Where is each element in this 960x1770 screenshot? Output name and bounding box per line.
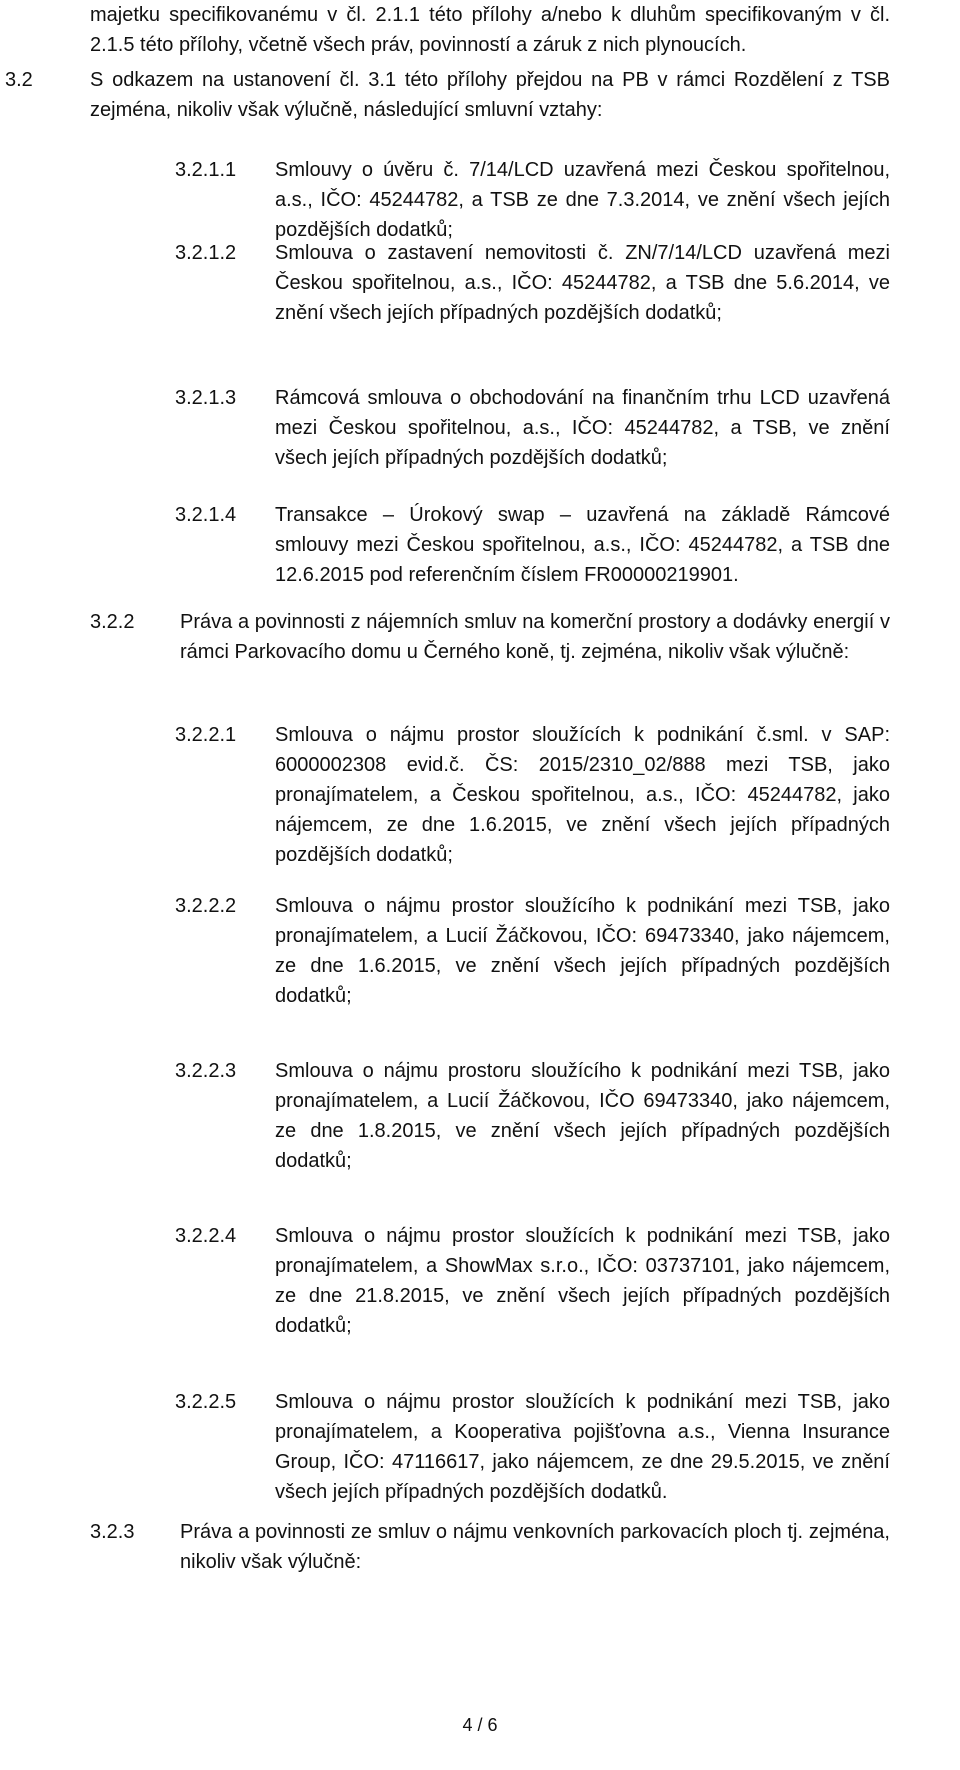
section-number: 3.2.2 (90, 611, 135, 633)
section-text: Smlouvy o úvěru č. 7/14/LCD uzavřená mezi Českou spořitelnou, a.s., IČO: 45244782, a TSB ze dne 7.3.2014, ve znění všech jejích pozdějších dodatků; (275, 159, 890, 241)
section-text: Smlouva o nájmu prostor sloužících k podnikání mezi TSB, jako pronajímatelem, a Kooperativa pojišťovna a.s., Vienna Insurance Group, IČO: 47116617, jako nájemcem, ze dne 29.5.2015, ve znění všech jejích případných pozdějších dodatků. (275, 1391, 890, 1503)
intro-paragraph (90, 0, 890, 60)
section-text: S odkazem na ustanovení čl. 3.1 této přílohy přejdou na PB v rámci Rozdělení z TSB zejména, nikoliv však výlučně, následující smluvní vztahy: (90, 69, 890, 121)
section-number: 3.2.1.4 (175, 504, 237, 526)
section-text: Smlouva o nájmu prostoru sloužícího k podnikání mezi TSB, jako pronajímatelem, a Lucií Žáčkovou, IČO 69473340, jako nájemcem, ze dne 1.8.2015, ve znění všech jejích případných pozdějších dodatků; (275, 1060, 890, 1172)
page-number: 4 / 6 (462, 1715, 498, 1735)
section-text: Transakce – Úrokový swap – uzavřená na základě Rámcové smlouvy mezi Českou spořitelnou, a.s., IČO: 45244782, a TSB dne 12.6.2015 pod referenčním číslem FR00000219901. (275, 504, 890, 586)
section-number: 3.2.2.5 (175, 1391, 237, 1413)
section-text: Smlouva o zastavení nemovitosti č. ZN/7/14/LCD uzavřená mezi Českou spořitelnou, a.s., IČO: 45244782, a TSB dne 5.6.2014, ve znění všech jejích případných pozdějších dodatků; (275, 242, 890, 324)
section-number: 3.2.1.3 (175, 387, 237, 409)
section-number: 3.2.2.4 (175, 1225, 237, 1247)
section-text: Smlouva o nájmu prostor sloužícího k podnikání mezi TSB, jako pronajímatelem, a Lucií Žáčkovou, IČO: 69473340, jako nájemcem, ze dne 1.6.2015, ve znění všech jejích případných pozdějších dodatků; (275, 895, 890, 1007)
section-text: Práva a povinnosti ze smluv o nájmu venkovních parkovacích ploch tj. zejména, nikoliv však výlučně: (180, 1521, 890, 1573)
section-number: 3.2.3 (90, 1521, 135, 1543)
section-number: 3.2.2.3 (175, 1060, 237, 1082)
section-number: 3.2.2.1 (175, 724, 237, 746)
section-number: 3.2.1.2 (175, 242, 237, 264)
section-text: Rámcová smlouva o obchodování na finančním trhu LCD uzavřená mezi Českou spořitelnou, a.s., IČO: 45244782, a TSB, ve znění všech jejích případných pozdějších dodatků; (275, 387, 890, 469)
section-text: Smlouva o nájmu prostor sloužících k podnikání č.sml. v SAP: 6000002308 evid.č. ČS: 2015/2310_02/888 mezi TSB, jako pronajímatelem, a Českou spořitelnou, a.s., IČO: 45244782, jako nájemcem, ze dne 1.6.2015, ve znění všech jejích případných pozdějších dodatků; (275, 724, 890, 866)
section-number: 3.2 (5, 69, 33, 91)
intro-text: majetku specifikovanému v čl. 2.1.1 této přílohy a/nebo k dluhům specifikovaným v čl. 2.1.5 této přílohy, včetně všech práv, povinností a záruk z nich plynoucích. (90, 4, 890, 56)
section-number: 3.2.1.1 (175, 159, 237, 181)
section-number: 3.2.2.2 (175, 895, 237, 917)
section-text: Smlouva o nájmu prostor sloužících k podnikání mezi TSB, jako pronajímatelem, a ShowMax s.r.o., IČO: 03737101, jako nájemcem, ze dne 21.8.2015, ve znění všech jejích případných pozdějších dodatků; (275, 1225, 890, 1337)
section-text: Práva a povinnosti z nájemních smluv na komerční prostory a dodávky energií v rámci Parkovacího domu u Černého koně, tj. zejména, nikoliv však výlučně: (180, 611, 890, 663)
